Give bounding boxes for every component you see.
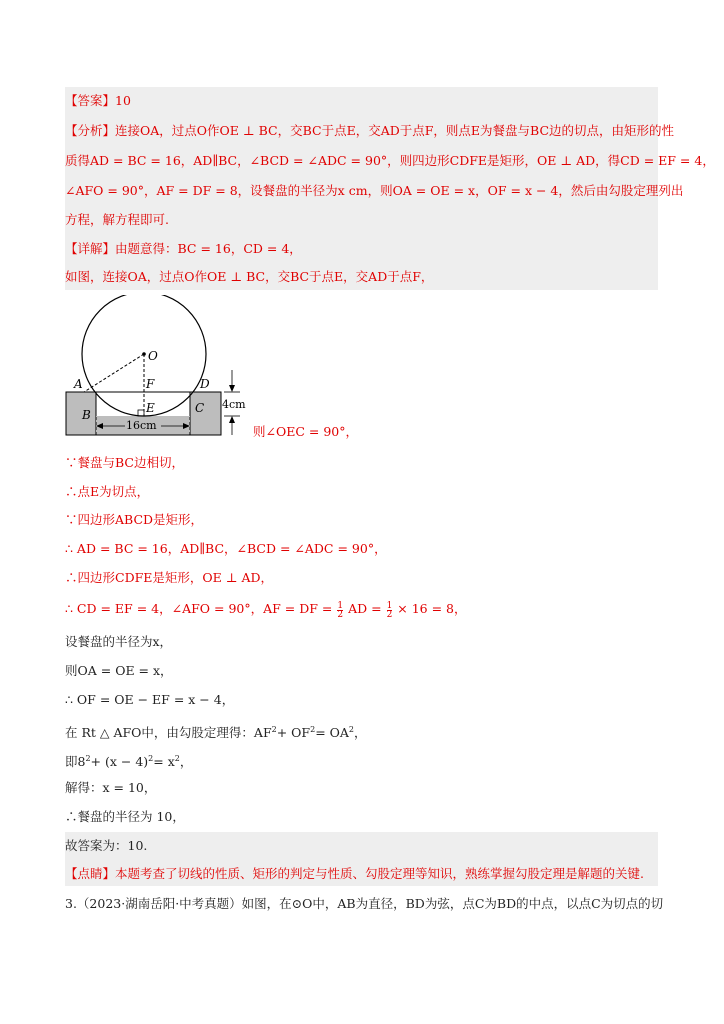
analysis-line-2: 质得AD = BC = 16，AD∥BC，∠BCD = ∠ADC = 90°，则四边形CDFE是矩形，OE ⊥ AD，得CD = EF = 4， [65,153,715,168]
analysis-line-4: 方程，解方程即可. [65,212,169,227]
step-5: ∴ AD = BC = 16，AD∥BC，∠BCD = ∠ADC = 90°， [65,541,387,556]
detail-tag: 【详解】 [65,241,116,256]
step-7: ∴ CD = EF = 4，∠AFO = 90°，AF = DF = $\frac{1}{2}$ AD = $\frac{1}{2}$ × 16 = 8， [65,601,467,620]
analysis-line-1: 【分析】连接OA，过点O作OE ⊥ BC，交BC于点E，交AD于点F，则点E为餐盘与BC边的切点，由矩形的性 [65,123,675,138]
comment-line: 【点睛】本题考查了切线的性质、矩形的判定与性质、勾股定理等知识，熟练掌握勾股定理是解题的关键. [65,866,644,881]
step-2: ∵餐盘与BC边相切， [65,455,184,470]
step-8: 设餐盘的半径为x， [65,634,173,649]
label-B: B [82,408,91,422]
label-E: E [146,401,155,415]
step-13: 解得：x = 10， [65,780,157,795]
label-O: O [148,349,158,363]
next-question: 3.（2023·湖南岳阳·中考真题）如图，在⊙O中，AB为直径，BD为弦，点C为BD的中点，以点C为切点的切 [65,896,664,911]
label-A: A [74,377,83,391]
step-6: ∴四边形CDFE是矩形，OE ⊥ AD， [65,570,274,585]
answer-line [65,93,131,109]
step-12: 即$8^2+ (x - 4)^2= x^2$， [65,754,193,770]
label-D: D [200,377,210,391]
step-3: ∴点E为切点， [65,484,150,499]
label-C: C [195,401,205,415]
dim-height-label: 4cm [222,398,246,411]
fraction-half-2: $\frac{1}{2}$ [386,601,393,620]
comment-tag: 【点睛】 [65,866,116,881]
detail-line-1: 【详解】由题意得：BC = 16，CD = 4， [65,241,302,256]
final-answer: 故答案为：10. [65,838,148,853]
label-F: F [146,377,155,391]
detail-line-2: 如图，连接OA，过点O作OE ⊥ BC，交BC于点E，交AD于点F， [65,269,434,284]
answer-tag: 【答案】 [65,93,116,108]
step-10: ∴ OF = OE − EF = x − 4， [65,692,235,707]
step-11: 在 Rt △ AFO中，由勾股定理得：$AF^2+ OF^2= OA^2$， [65,725,367,741]
answer-value: 10 [115,93,131,108]
dim-width-label: 16cm [126,419,157,432]
step-9: 则OA = OE = x， [65,663,173,678]
geometry-figure [62,295,262,445]
rect-left-block [66,392,96,435]
analysis-tag: 【分析】 [65,123,116,138]
step-1: 则∠OEC = 90°， [253,424,358,439]
center-point [142,352,146,356]
step-14: ∴餐盘的半径为 10， [65,809,185,824]
step-4: ∵四边形ABCD是矩形， [65,512,204,527]
fraction-half-1: $\frac{1}{2}$ [337,601,344,620]
analysis-line-3: ∠AFO = 90°，AF = DF = 8，设餐盘的半径为x cm，则OA = OE = x，OF = x − 4，然后由勾股定理列出 [65,183,684,198]
